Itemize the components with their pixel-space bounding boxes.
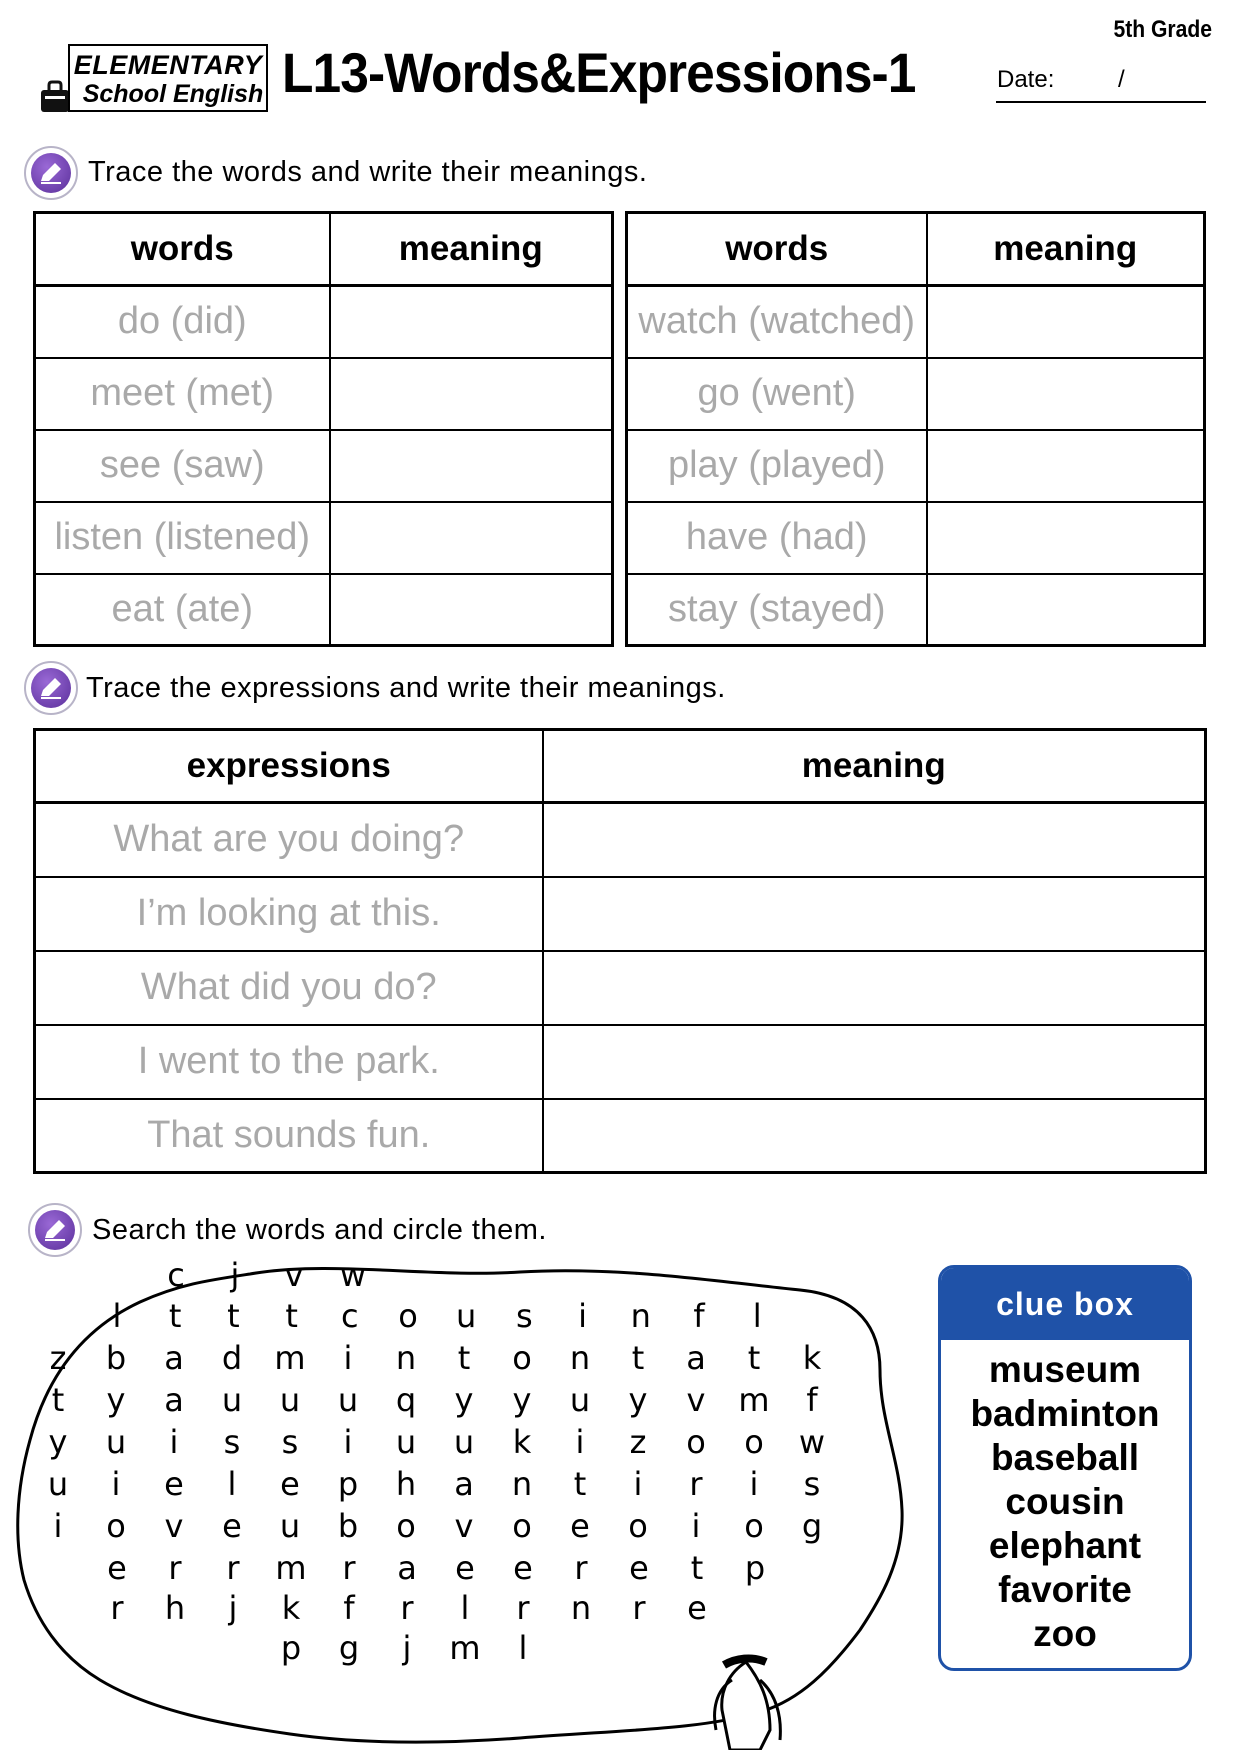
grid-letter[interactable]: b xyxy=(105,1339,127,1377)
grid-letter[interactable]: q xyxy=(395,1381,417,1419)
grid-letter[interactable]: v xyxy=(454,1507,474,1545)
grid-letter[interactable]: a xyxy=(164,1339,184,1377)
grid-letter[interactable]: r xyxy=(226,1549,240,1587)
grid-letter[interactable]: i xyxy=(343,1423,353,1461)
grid-letter[interactable]: s xyxy=(281,1423,299,1461)
meaning-answer-cell[interactable] xyxy=(543,1099,1206,1173)
balloon-tie xyxy=(722,1662,770,1750)
grid-letter[interactable]: o xyxy=(744,1507,764,1545)
grid-letter[interactable]: r xyxy=(168,1549,182,1587)
grid-letter[interactable]: r xyxy=(342,1549,356,1587)
trace-word: listen (listened) xyxy=(35,502,330,574)
grid-letter[interactable]: t xyxy=(457,1339,471,1377)
grid-letter[interactable]: z xyxy=(629,1423,647,1461)
column-header-words: words xyxy=(627,213,927,286)
trace-expression: What did you do? xyxy=(35,951,543,1025)
grid-letter[interactable]: l xyxy=(112,1297,122,1335)
grid-letter[interactable]: l xyxy=(460,1589,470,1627)
trace-expression: I’m looking at this. xyxy=(35,877,543,951)
column-header-meaning: meaning xyxy=(543,730,1206,803)
grid-letter[interactable]: e xyxy=(222,1507,242,1545)
grid-letter[interactable]: k xyxy=(512,1423,532,1461)
grid-letter[interactable]: m xyxy=(449,1629,481,1667)
grid-letter[interactable]: t xyxy=(168,1297,182,1335)
grid-letter[interactable]: o xyxy=(396,1507,416,1545)
grid-letter[interactable]: w xyxy=(798,1423,826,1461)
grid-letter[interactable]: e xyxy=(570,1507,590,1545)
grid-letter[interactable]: m xyxy=(738,1381,770,1419)
meaning-answer-cell[interactable] xyxy=(927,430,1205,502)
trace-word: go (went) xyxy=(627,358,927,430)
grid-letter[interactable]: e xyxy=(107,1549,127,1587)
grid-letter[interactable]: n xyxy=(570,1589,592,1627)
grid-letter[interactable]: i xyxy=(53,1507,63,1545)
trace-word: stay (stayed) xyxy=(627,574,927,646)
grid-letter[interactable]: a xyxy=(454,1465,474,1503)
grid-letter[interactable]: o xyxy=(686,1423,706,1461)
meaning-answer-cell[interactable] xyxy=(927,286,1205,358)
grid-letter[interactable]: t xyxy=(51,1381,65,1419)
grid-letter[interactable]: r xyxy=(516,1589,530,1627)
meaning-answer-cell[interactable] xyxy=(330,502,613,574)
grid-letter[interactable]: n xyxy=(630,1297,651,1335)
trace-expression: What are you doing? xyxy=(35,803,543,877)
grid-letter[interactable]: a xyxy=(164,1381,184,1419)
meaning-answer-cell[interactable] xyxy=(543,877,1206,951)
instruction-words: Trace the words and write their meanings. xyxy=(88,156,648,188)
grid-letter[interactable]: o xyxy=(106,1507,126,1545)
grid-letter[interactable]: t xyxy=(227,1297,240,1335)
grid-letter[interactable]: e xyxy=(629,1549,649,1587)
grid-letter[interactable]: e xyxy=(687,1589,707,1627)
clue-word: zoo xyxy=(1033,1613,1097,1654)
words-table-right xyxy=(625,211,1206,647)
grid-letter[interactable]: y xyxy=(48,1423,68,1461)
expressions-table xyxy=(33,728,1207,1174)
grid-letter[interactable]: f xyxy=(693,1297,705,1335)
grid-letter[interactable]: b xyxy=(337,1507,359,1545)
grid-letter[interactable]: i xyxy=(343,1339,353,1377)
meaning-answer-cell[interactable] xyxy=(927,358,1205,430)
grid-letter[interactable]: p xyxy=(744,1549,766,1587)
grid-letter[interactable]: k xyxy=(802,1339,822,1377)
grid-letter[interactable]: e xyxy=(164,1465,184,1503)
date-label: Date: xyxy=(997,66,1055,93)
grid-letter[interactable]: n xyxy=(569,1339,591,1377)
grid-letter[interactable]: a xyxy=(397,1549,417,1587)
clue-word: baseball xyxy=(990,1437,1140,1478)
grid-letter[interactable]: r xyxy=(689,1465,703,1503)
clue-box-title: clue box xyxy=(941,1268,1189,1340)
instruction-expressions: Trace the expressions and write their meanings. xyxy=(86,672,726,704)
grid-letter[interactable]: c xyxy=(341,1297,359,1335)
trace-word: meet (met) xyxy=(35,358,330,430)
grid-letter[interactable]: u xyxy=(456,1297,477,1335)
grid-letter[interactable]: t xyxy=(573,1465,587,1503)
trace-expression: That sounds fun. xyxy=(35,1099,543,1173)
meaning-answer-cell[interactable] xyxy=(330,430,613,502)
grid-letter[interactable]: l xyxy=(752,1297,762,1335)
grid-letter[interactable]: n xyxy=(511,1465,533,1503)
grid-letter[interactable]: j xyxy=(402,1629,412,1667)
grid-letter[interactable]: o xyxy=(744,1423,764,1461)
grid-letter[interactable]: m xyxy=(275,1549,307,1587)
grid-letter[interactable]: g xyxy=(338,1629,360,1667)
grid-letter[interactable]: v xyxy=(686,1381,706,1419)
pencil-badge-icon xyxy=(24,146,78,200)
grid-letter[interactable]: y xyxy=(628,1381,648,1419)
grid-letter[interactable]: u xyxy=(395,1423,417,1461)
grid-letter[interactable]: u xyxy=(47,1465,69,1503)
grid-letter[interactable]: g xyxy=(801,1507,823,1545)
grid-letter[interactable]: i xyxy=(169,1423,179,1461)
grid-letter[interactable]: r xyxy=(110,1589,124,1627)
grid-letter[interactable]: l xyxy=(227,1465,237,1503)
trace-word: eat (ate) xyxy=(35,574,330,646)
trace-word: do (did) xyxy=(35,286,330,358)
grid-letter[interactable]: t xyxy=(285,1297,298,1335)
grid-letter[interactable]: i xyxy=(578,1297,588,1335)
words-table-left xyxy=(33,211,614,647)
trace-expression: I went to the park. xyxy=(35,1025,543,1099)
pencil-badge-icon xyxy=(28,1203,82,1257)
trace-word: watch (watched) xyxy=(627,286,927,358)
grid-letter[interactable]: i xyxy=(575,1423,585,1461)
grid-letter[interactable]: p xyxy=(337,1465,359,1503)
meaning-answer-cell[interactable] xyxy=(927,574,1205,646)
school-bag-icon xyxy=(38,80,72,114)
column-header-words: words xyxy=(35,213,330,286)
grid-letter[interactable]: v xyxy=(164,1507,184,1545)
grid-letter[interactable]: u xyxy=(279,1381,301,1419)
grid-letter[interactable]: p xyxy=(280,1629,302,1667)
grid-letter[interactable]: o xyxy=(398,1297,418,1335)
clue-word: elephant xyxy=(988,1525,1142,1566)
grid-letter[interactable]: y xyxy=(512,1381,532,1419)
grid-letter[interactable]: s xyxy=(223,1423,241,1461)
date-write-line[interactable] xyxy=(996,101,1206,103)
logo-line1: ELEMENTARY xyxy=(73,50,263,80)
grid-letter[interactable]: w xyxy=(339,1256,367,1294)
column-header-meaning: meaning xyxy=(927,213,1205,286)
grid-letter[interactable]: k xyxy=(281,1589,301,1627)
date-separator: / xyxy=(1118,66,1125,93)
worksheet-title: L13-Words&Expressions-1 xyxy=(282,41,916,104)
instruction-search: Search the words and circle them. xyxy=(92,1214,547,1246)
grid-letter[interactable]: d xyxy=(221,1339,243,1377)
grid-letter[interactable]: r xyxy=(574,1549,588,1587)
column-header-meaning: meaning xyxy=(330,213,613,286)
grid-letter[interactable]: a xyxy=(686,1339,706,1377)
grid-letter[interactable]: u xyxy=(569,1381,591,1419)
grid-letter[interactable]: i xyxy=(749,1465,759,1503)
grid-letter[interactable]: i xyxy=(691,1507,701,1545)
grid-letter[interactable]: r xyxy=(400,1589,414,1627)
clue-word: favorite xyxy=(998,1569,1132,1610)
grid-letter[interactable]: u xyxy=(453,1423,475,1461)
grid-letter[interactable]: o xyxy=(512,1339,532,1377)
grid-letter[interactable]: i xyxy=(633,1465,643,1503)
grid-letter[interactable]: v xyxy=(284,1256,304,1294)
meaning-answer-cell[interactable] xyxy=(543,951,1206,1025)
grid-letter[interactable]: m xyxy=(274,1339,306,1377)
grid-letter[interactable]: n xyxy=(395,1339,417,1377)
grid-letter[interactable]: c xyxy=(167,1256,185,1294)
grid-letter[interactable]: t xyxy=(747,1339,761,1377)
grid-letter[interactable]: u xyxy=(221,1381,243,1419)
grid-letter[interactable]: h xyxy=(164,1589,186,1627)
grid-letter[interactable]: u xyxy=(337,1381,359,1419)
grid-letter[interactable]: e xyxy=(455,1549,475,1587)
grid-letter[interactable]: j xyxy=(230,1256,240,1294)
trace-word: see (saw) xyxy=(35,430,330,502)
trace-word: have (had) xyxy=(627,502,927,574)
grid-letter[interactable]: s xyxy=(516,1297,533,1335)
logo-line2: School English xyxy=(82,80,264,108)
grid-letter[interactable]: j xyxy=(228,1589,238,1627)
grid-letter[interactable]: t xyxy=(690,1549,704,1587)
meaning-answer-cell[interactable] xyxy=(330,358,613,430)
grid-letter[interactable]: z xyxy=(49,1339,67,1377)
clue-word: cousin xyxy=(1005,1481,1125,1522)
grid-letter[interactable]: o xyxy=(628,1507,648,1545)
column-header-expressions: expressions xyxy=(35,730,543,803)
meaning-answer-cell[interactable] xyxy=(543,803,1206,877)
meaning-answer-cell[interactable] xyxy=(543,1025,1206,1099)
grid-letter[interactable]: u xyxy=(279,1507,301,1545)
brand-logo xyxy=(68,44,268,112)
grid-letter[interactable]: u xyxy=(105,1423,127,1461)
grid-letter[interactable]: s xyxy=(803,1465,821,1503)
grid-letter[interactable]: f xyxy=(343,1589,355,1627)
meaning-answer-cell[interactable] xyxy=(927,502,1205,574)
pencil-badge-icon xyxy=(24,661,78,715)
meaning-answer-cell[interactable] xyxy=(330,286,613,358)
grid-letter[interactable]: y xyxy=(106,1381,126,1419)
grid-letter[interactable]: t xyxy=(631,1339,645,1377)
meaning-answer-cell[interactable] xyxy=(330,574,613,646)
grid-letter[interactable]: i xyxy=(111,1465,121,1503)
grid-letter[interactable]: h xyxy=(395,1465,417,1503)
clue-word: badminton xyxy=(970,1393,1160,1434)
grid-letter[interactable]: o xyxy=(512,1507,532,1545)
grid-letter[interactable]: l xyxy=(518,1629,528,1667)
clue-word: museum xyxy=(988,1349,1142,1390)
grid-letter[interactable]: e xyxy=(513,1549,533,1587)
grid-letter[interactable]: r xyxy=(632,1589,646,1627)
grid-letter[interactable]: y xyxy=(454,1381,474,1419)
grade-label: 5th Grade xyxy=(1113,16,1212,43)
trace-word: play (played) xyxy=(627,430,927,502)
clue-box xyxy=(938,1265,1192,1671)
grid-letter[interactable]: f xyxy=(806,1381,818,1419)
grid-letter[interactable]: e xyxy=(280,1465,300,1503)
